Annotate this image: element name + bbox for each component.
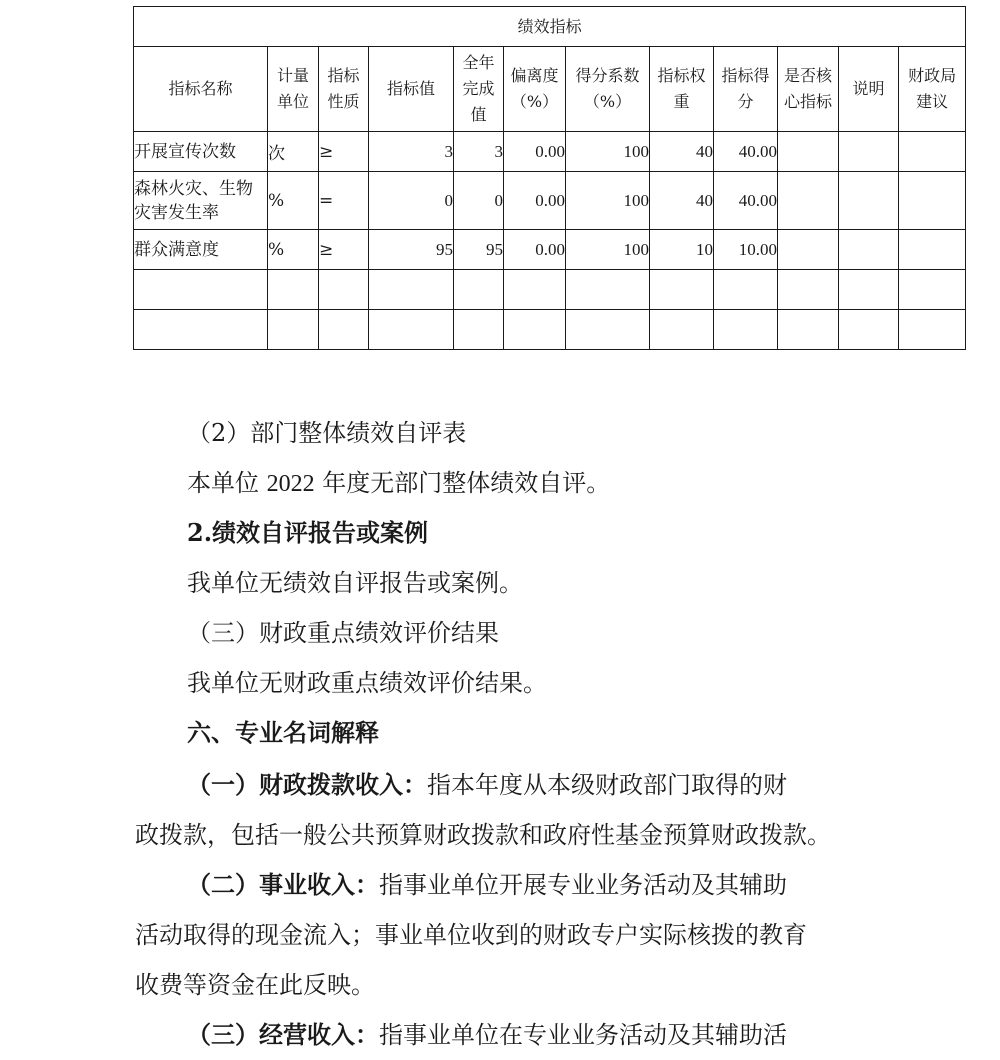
table-cell xyxy=(504,310,566,350)
table-cell: 0.00 xyxy=(504,132,566,172)
column-header-line: 性质 xyxy=(327,92,360,111)
table-cell xyxy=(319,270,369,310)
table-cell xyxy=(899,270,966,310)
table-cell: 0 xyxy=(369,172,454,230)
paragraph-no-key-eval: 我单位无财政重点绩效评价结果。 xyxy=(187,669,547,697)
table-cell: 次 xyxy=(268,132,319,172)
table-cell: 开展宣传次数 xyxy=(134,132,268,172)
table-cell xyxy=(839,270,899,310)
column-header-line: 全年 xyxy=(462,53,495,72)
table-cell xyxy=(566,310,650,350)
column-header xyxy=(369,47,454,132)
table-title: 绩效指标 xyxy=(134,7,966,47)
column-header xyxy=(268,47,319,132)
table-cell xyxy=(454,310,504,350)
paragraph-no-self-eval-report: 我单位无绩效自评报告或案例。 xyxy=(187,569,523,597)
column-header-line: 是否核 xyxy=(783,66,832,85)
table-cell: 10.00 xyxy=(714,230,778,270)
table-cell xyxy=(778,230,839,270)
table-cell xyxy=(714,310,778,350)
table-cell: ≥ xyxy=(319,132,369,172)
column-header-line: 重 xyxy=(673,92,690,111)
column-header-line: 指标名称 xyxy=(168,79,233,98)
table-cell xyxy=(650,270,714,310)
column-header-line: 完成 xyxy=(462,79,495,98)
table-cell: 40.00 xyxy=(714,132,778,172)
column-header-line: 建议 xyxy=(916,92,949,111)
table-row xyxy=(134,310,966,350)
column-header-line: 值 xyxy=(470,105,487,124)
column-header-line: 分 xyxy=(737,92,754,111)
column-header xyxy=(566,47,650,132)
column-header-line: 单位 xyxy=(276,92,309,111)
definition-term: （二）事业收入： xyxy=(187,870,379,899)
table-cell xyxy=(566,270,650,310)
table-cell xyxy=(899,230,966,270)
table-cell xyxy=(268,270,319,310)
definition-1-line-2: 政拨款，包括一般公共预算财政拨款和政府性基金预算财政拨款。 xyxy=(135,821,831,849)
table-cell: 40 xyxy=(650,172,714,230)
column-header-line: 心指标 xyxy=(783,92,832,111)
table-cell xyxy=(778,310,839,350)
table-cell: 40 xyxy=(650,132,714,172)
table-cell: = xyxy=(319,172,369,230)
year-value: 2022 xyxy=(266,471,315,497)
table-cell: 95 xyxy=(369,230,454,270)
column-header xyxy=(319,47,369,132)
section-heading-glossary: 六、专业名词解释 xyxy=(187,718,379,747)
column-header xyxy=(714,47,778,132)
column-header-line: 说明 xyxy=(852,79,885,98)
table-cell: 0.00 xyxy=(504,230,566,270)
table-cell xyxy=(778,132,839,172)
table-cell xyxy=(839,310,899,350)
table-cell xyxy=(504,270,566,310)
table-cell xyxy=(454,270,504,310)
column-header-line: 财政局 xyxy=(908,66,957,85)
definition-text: 指事业单位开展专业业务活动及其辅助 xyxy=(379,871,787,899)
definition-term: （一）财政拨款收入： xyxy=(187,770,427,799)
table-header-row xyxy=(134,47,966,132)
definition-2-line-2: 活动取得的现金流入；事业单位收到的财政专户实际核拨的教育 xyxy=(135,921,807,949)
definition-1-line-1 xyxy=(135,760,987,810)
table-cell xyxy=(369,310,454,350)
definition-text: 指本年度从本级财政部门取得的财 xyxy=(427,771,787,799)
column-header-line: （%） xyxy=(510,92,559,111)
section-heading-key-eval: （三）财政重点绩效评价结果 xyxy=(187,619,499,647)
table-cell: 0 xyxy=(454,172,504,230)
table-row xyxy=(134,172,966,230)
table-cell: 100 xyxy=(566,230,650,270)
column-header xyxy=(134,47,268,132)
column-header-line: 偏离度 xyxy=(510,66,559,85)
table-cell: 100 xyxy=(566,172,650,230)
column-header-line: 指标 xyxy=(327,66,360,85)
column-header xyxy=(454,47,504,132)
table-cell xyxy=(714,270,778,310)
column-header xyxy=(778,47,839,132)
column-header-line: 指标值 xyxy=(386,79,435,98)
table-cell: 群众满意度 xyxy=(134,230,268,270)
section-heading-dept-self-eval: （2）部门整体绩效自评表 xyxy=(187,419,467,447)
column-header xyxy=(504,47,566,132)
table-cell: 95 xyxy=(454,230,504,270)
column-header-line: 得分系数 xyxy=(575,66,640,85)
table-cell xyxy=(899,132,966,172)
table-cell xyxy=(899,310,966,350)
table-cell: 3 xyxy=(454,132,504,172)
table-cell: % xyxy=(268,172,319,230)
definition-text: 指事业单位在专业业务活动及其辅助活 xyxy=(379,1021,787,1049)
table-cell xyxy=(839,230,899,270)
table-body xyxy=(134,132,966,350)
table-cell: 40.00 xyxy=(714,172,778,230)
paragraph-no-dept-self-eval: 本单位 2022 年度无部门整体绩效自评。 xyxy=(187,469,611,497)
table-cell xyxy=(319,310,369,350)
table-cell: 100 xyxy=(566,132,650,172)
definition-2-line-1 xyxy=(135,860,987,910)
table-cell: 10 xyxy=(650,230,714,270)
definition-2-line-3: 收费等资金在此反映。 xyxy=(135,971,375,999)
table-cell: % xyxy=(268,230,319,270)
table-cell xyxy=(268,310,319,350)
definition-term: （三）经营收入： xyxy=(187,1020,379,1049)
table-cell xyxy=(134,310,268,350)
column-header-line: （%） xyxy=(583,92,632,111)
table-cell xyxy=(369,270,454,310)
table-cell xyxy=(778,172,839,230)
table-cell xyxy=(134,270,268,310)
table-cell xyxy=(839,132,899,172)
column-header xyxy=(650,47,714,132)
table-cell: ≥ xyxy=(319,230,369,270)
table-cell: 森林火灾、生物灾害发生率 xyxy=(134,172,268,230)
column-header-line: 指标权 xyxy=(657,66,706,85)
section-heading-self-eval-report: 2.绩效自评报告或案例 xyxy=(187,518,429,547)
table-row xyxy=(134,230,966,270)
table-row xyxy=(134,270,966,310)
column-header-line: 指标得 xyxy=(721,66,770,85)
column-header xyxy=(899,47,966,132)
table-row xyxy=(134,132,966,172)
table-cell xyxy=(839,172,899,230)
table-cell: 3 xyxy=(369,132,454,172)
column-header-line: 计量 xyxy=(276,66,309,85)
table-cell xyxy=(778,270,839,310)
performance-indicator-table xyxy=(133,6,966,350)
column-header xyxy=(839,47,899,132)
table-cell xyxy=(650,310,714,350)
table-cell xyxy=(899,172,966,230)
table-cell: 0.00 xyxy=(504,172,566,230)
